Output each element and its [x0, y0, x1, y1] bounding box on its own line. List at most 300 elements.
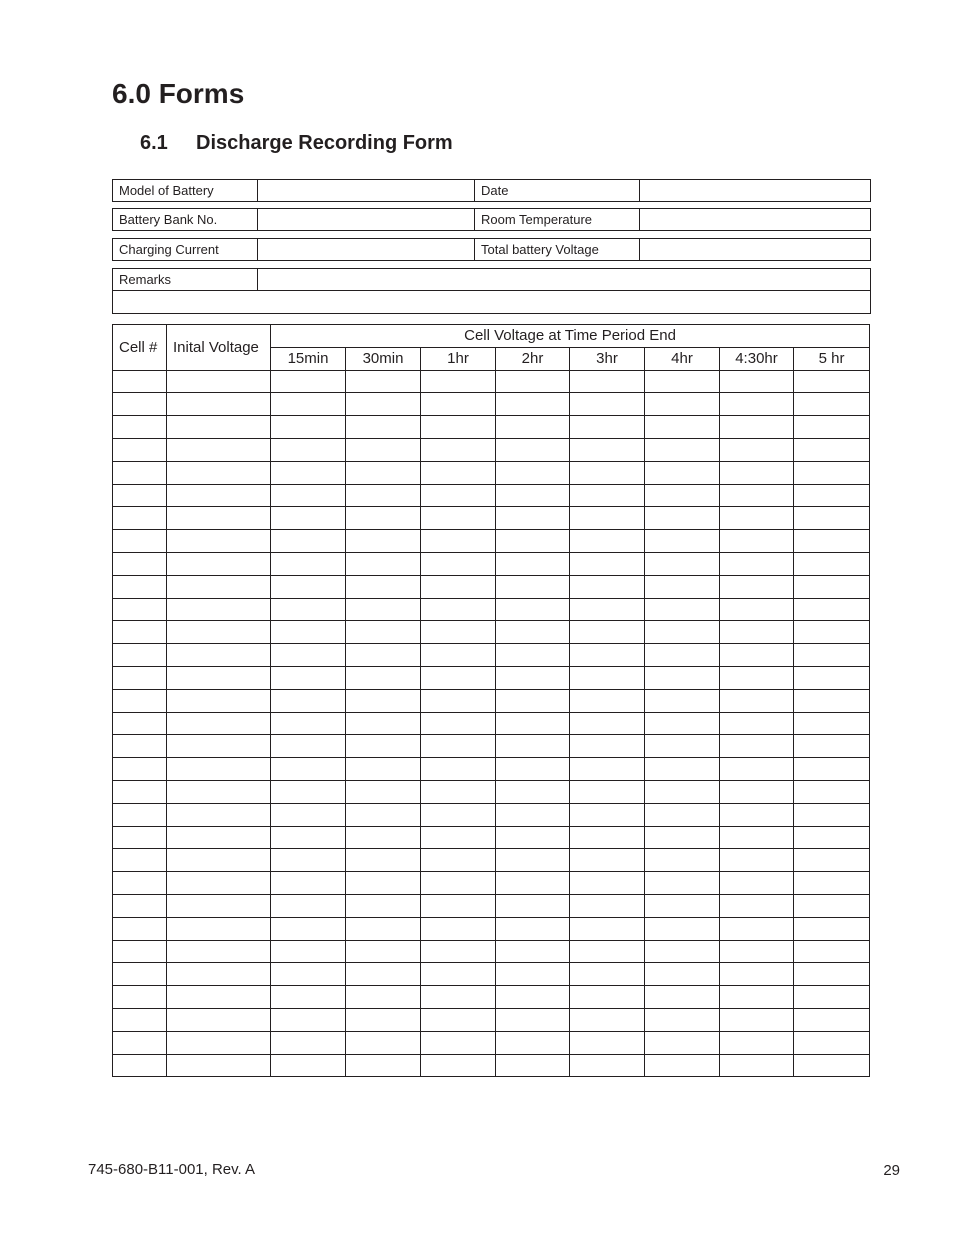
voltage-entry[interactable] [271, 507, 346, 530]
cell-number-entry[interactable] [113, 1008, 167, 1031]
voltage-entry[interactable] [421, 963, 496, 986]
room-temperature-field[interactable] [640, 209, 870, 230]
voltage-entry[interactable] [421, 803, 496, 826]
voltage-entry[interactable] [645, 644, 720, 667]
voltage-entry[interactable] [346, 849, 421, 872]
voltage-entry[interactable] [645, 963, 720, 986]
initial-voltage-entry[interactable] [167, 894, 271, 917]
voltage-entry[interactable] [720, 963, 794, 986]
voltage-entry[interactable] [271, 393, 346, 416]
voltage-entry[interactable] [645, 803, 720, 826]
voltage-entry[interactable] [720, 598, 794, 621]
voltage-entry[interactable] [720, 621, 794, 644]
voltage-entry[interactable] [271, 1054, 346, 1077]
initial-voltage-entry[interactable] [167, 735, 271, 758]
voltage-entry[interactable] [570, 940, 645, 963]
voltage-entry[interactable] [421, 986, 496, 1009]
voltage-entry[interactable] [645, 393, 720, 416]
initial-voltage-entry[interactable] [167, 986, 271, 1009]
voltage-entry[interactable] [496, 438, 570, 461]
voltage-entry[interactable] [421, 507, 496, 530]
voltage-entry[interactable] [570, 438, 645, 461]
voltage-entry[interactable] [794, 986, 870, 1009]
voltage-entry[interactable] [570, 986, 645, 1009]
initial-voltage-entry[interactable] [167, 780, 271, 803]
voltage-entry[interactable] [496, 689, 570, 712]
voltage-entry[interactable] [794, 530, 870, 553]
voltage-entry[interactable] [271, 780, 346, 803]
voltage-entry[interactable] [496, 849, 570, 872]
voltage-entry[interactable] [496, 986, 570, 1009]
voltage-entry[interactable] [794, 689, 870, 712]
voltage-entry[interactable] [570, 393, 645, 416]
voltage-entry[interactable] [421, 552, 496, 575]
voltage-entry[interactable] [570, 1054, 645, 1077]
voltage-entry[interactable] [794, 393, 870, 416]
voltage-entry[interactable] [645, 507, 720, 530]
remarks-field-top[interactable] [258, 269, 870, 290]
voltage-entry[interactable] [720, 986, 794, 1009]
voltage-entry[interactable] [271, 416, 346, 439]
initial-voltage-entry[interactable] [167, 461, 271, 484]
voltage-entry[interactable] [496, 826, 570, 849]
voltage-entry[interactable] [271, 575, 346, 598]
voltage-entry[interactable] [570, 370, 645, 393]
voltage-entry[interactable] [421, 1054, 496, 1077]
initial-voltage-entry[interactable] [167, 758, 271, 781]
voltage-entry[interactable] [720, 712, 794, 735]
voltage-entry[interactable] [794, 849, 870, 872]
voltage-entry[interactable] [271, 917, 346, 940]
voltage-entry[interactable] [720, 1031, 794, 1054]
voltage-entry[interactable] [794, 894, 870, 917]
voltage-entry[interactable] [346, 735, 421, 758]
voltage-entry[interactable] [570, 872, 645, 895]
voltage-entry[interactable] [496, 780, 570, 803]
voltage-entry[interactable] [271, 963, 346, 986]
initial-voltage-entry[interactable] [167, 552, 271, 575]
voltage-entry[interactable] [421, 393, 496, 416]
voltage-entry[interactable] [271, 370, 346, 393]
initial-voltage-entry[interactable] [167, 416, 271, 439]
voltage-entry[interactable] [570, 552, 645, 575]
voltage-entry[interactable] [570, 758, 645, 781]
voltage-entry[interactable] [496, 712, 570, 735]
initial-voltage-entry[interactable] [167, 826, 271, 849]
voltage-entry[interactable] [421, 826, 496, 849]
voltage-entry[interactable] [794, 621, 870, 644]
voltage-entry[interactable] [271, 803, 346, 826]
voltage-entry[interactable] [421, 735, 496, 758]
voltage-entry[interactable] [346, 438, 421, 461]
voltage-entry[interactable] [794, 461, 870, 484]
voltage-entry[interactable] [570, 530, 645, 553]
cell-number-entry[interactable] [113, 393, 167, 416]
voltage-entry[interactable] [271, 598, 346, 621]
initial-voltage-entry[interactable] [167, 849, 271, 872]
voltage-entry[interactable] [720, 484, 794, 507]
voltage-entry[interactable] [271, 986, 346, 1009]
voltage-entry[interactable] [794, 598, 870, 621]
voltage-entry[interactable] [570, 712, 645, 735]
voltage-entry[interactable] [271, 644, 346, 667]
voltage-entry[interactable] [346, 963, 421, 986]
initial-voltage-entry[interactable] [167, 1031, 271, 1054]
voltage-entry[interactable] [720, 1054, 794, 1077]
voltage-entry[interactable] [271, 689, 346, 712]
voltage-entry[interactable] [346, 917, 421, 940]
voltage-entry[interactable] [645, 666, 720, 689]
voltage-entry[interactable] [346, 826, 421, 849]
voltage-entry[interactable] [720, 780, 794, 803]
cell-number-entry[interactable] [113, 507, 167, 530]
initial-voltage-entry[interactable] [167, 803, 271, 826]
voltage-entry[interactable] [720, 666, 794, 689]
voltage-entry[interactable] [794, 758, 870, 781]
voltage-entry[interactable] [570, 963, 645, 986]
voltage-entry[interactable] [720, 894, 794, 917]
cell-number-entry[interactable] [113, 484, 167, 507]
cell-number-entry[interactable] [113, 1031, 167, 1054]
voltage-entry[interactable] [645, 438, 720, 461]
voltage-entry[interactable] [271, 1031, 346, 1054]
voltage-entry[interactable] [645, 598, 720, 621]
cell-number-entry[interactable] [113, 803, 167, 826]
voltage-entry[interactable] [346, 1031, 421, 1054]
voltage-entry[interactable] [645, 1031, 720, 1054]
voltage-entry[interactable] [496, 666, 570, 689]
voltage-entry[interactable] [720, 1008, 794, 1031]
voltage-entry[interactable] [794, 712, 870, 735]
voltage-entry[interactable] [645, 917, 720, 940]
voltage-entry[interactable] [720, 461, 794, 484]
voltage-entry[interactable] [570, 575, 645, 598]
voltage-entry[interactable] [570, 461, 645, 484]
voltage-entry[interactable] [346, 780, 421, 803]
voltage-entry[interactable] [645, 552, 720, 575]
voltage-entry[interactable] [421, 712, 496, 735]
cell-number-entry[interactable] [113, 689, 167, 712]
voltage-entry[interactable] [271, 621, 346, 644]
cell-number-entry[interactable] [113, 894, 167, 917]
cell-number-entry[interactable] [113, 826, 167, 849]
bank-field[interactable] [258, 209, 475, 230]
initial-voltage-entry[interactable] [167, 370, 271, 393]
voltage-entry[interactable] [421, 780, 496, 803]
cell-number-entry[interactable] [113, 758, 167, 781]
voltage-entry[interactable] [496, 484, 570, 507]
initial-voltage-entry[interactable] [167, 484, 271, 507]
voltage-entry[interactable] [346, 872, 421, 895]
voltage-entry[interactable] [570, 780, 645, 803]
voltage-entry[interactable] [645, 1008, 720, 1031]
voltage-entry[interactable] [794, 575, 870, 598]
voltage-entry[interactable] [271, 666, 346, 689]
voltage-entry[interactable] [570, 689, 645, 712]
voltage-entry[interactable] [346, 986, 421, 1009]
voltage-entry[interactable] [421, 461, 496, 484]
voltage-entry[interactable] [421, 917, 496, 940]
cell-number-entry[interactable] [113, 1054, 167, 1077]
cell-number-entry[interactable] [113, 598, 167, 621]
initial-voltage-entry[interactable] [167, 917, 271, 940]
cell-number-entry[interactable] [113, 530, 167, 553]
voltage-entry[interactable] [570, 644, 645, 667]
voltage-entry[interactable] [570, 803, 645, 826]
voltage-entry[interactable] [421, 530, 496, 553]
voltage-entry[interactable] [720, 416, 794, 439]
voltage-entry[interactable] [271, 461, 346, 484]
cell-number-entry[interactable] [113, 986, 167, 1009]
voltage-entry[interactable] [496, 735, 570, 758]
voltage-entry[interactable] [421, 872, 496, 895]
voltage-entry[interactable] [645, 530, 720, 553]
voltage-entry[interactable] [794, 872, 870, 895]
voltage-entry[interactable] [570, 1008, 645, 1031]
cell-number-entry[interactable] [113, 917, 167, 940]
voltage-entry[interactable] [271, 1008, 346, 1031]
voltage-entry[interactable] [496, 575, 570, 598]
cell-number-entry[interactable] [113, 940, 167, 963]
voltage-entry[interactable] [271, 735, 346, 758]
voltage-entry[interactable] [645, 689, 720, 712]
voltage-entry[interactable] [496, 552, 570, 575]
initial-voltage-entry[interactable] [167, 940, 271, 963]
voltage-entry[interactable] [794, 438, 870, 461]
voltage-entry[interactable] [421, 666, 496, 689]
voltage-entry[interactable] [645, 780, 720, 803]
cell-number-entry[interactable] [113, 849, 167, 872]
voltage-entry[interactable] [720, 644, 794, 667]
voltage-entry[interactable] [645, 416, 720, 439]
voltage-entry[interactable] [346, 644, 421, 667]
date-field[interactable] [640, 180, 870, 201]
voltage-entry[interactable] [496, 1031, 570, 1054]
voltage-entry[interactable] [645, 575, 720, 598]
voltage-entry[interactable] [421, 1008, 496, 1031]
voltage-entry[interactable] [496, 598, 570, 621]
initial-voltage-entry[interactable] [167, 1008, 271, 1031]
voltage-entry[interactable] [794, 666, 870, 689]
voltage-entry[interactable] [720, 552, 794, 575]
voltage-entry[interactable] [496, 917, 570, 940]
voltage-entry[interactable] [794, 803, 870, 826]
voltage-entry[interactable] [271, 530, 346, 553]
voltage-entry[interactable] [645, 826, 720, 849]
initial-voltage-entry[interactable] [167, 598, 271, 621]
cell-number-entry[interactable] [113, 575, 167, 598]
voltage-entry[interactable] [496, 758, 570, 781]
voltage-entry[interactable] [570, 484, 645, 507]
initial-voltage-entry[interactable] [167, 712, 271, 735]
voltage-entry[interactable] [570, 1031, 645, 1054]
voltage-entry[interactable] [421, 416, 496, 439]
charging-current-field[interactable] [258, 239, 475, 260]
cell-number-entry[interactable] [113, 621, 167, 644]
voltage-entry[interactable] [271, 552, 346, 575]
voltage-entry[interactable] [570, 735, 645, 758]
cell-number-entry[interactable] [113, 872, 167, 895]
voltage-entry[interactable] [421, 940, 496, 963]
voltage-entry[interactable] [570, 849, 645, 872]
voltage-entry[interactable] [421, 644, 496, 667]
voltage-entry[interactable] [794, 963, 870, 986]
voltage-entry[interactable] [346, 621, 421, 644]
voltage-entry[interactable] [271, 872, 346, 895]
voltage-entry[interactable] [720, 940, 794, 963]
voltage-entry[interactable] [645, 986, 720, 1009]
voltage-entry[interactable] [496, 461, 570, 484]
voltage-entry[interactable] [271, 940, 346, 963]
voltage-entry[interactable] [720, 803, 794, 826]
initial-voltage-entry[interactable] [167, 530, 271, 553]
voltage-entry[interactable] [645, 849, 720, 872]
voltage-entry[interactable] [496, 644, 570, 667]
voltage-entry[interactable] [346, 416, 421, 439]
voltage-entry[interactable] [271, 894, 346, 917]
voltage-entry[interactable] [720, 689, 794, 712]
voltage-entry[interactable] [720, 917, 794, 940]
voltage-entry[interactable] [496, 940, 570, 963]
voltage-entry[interactable] [720, 575, 794, 598]
voltage-entry[interactable] [570, 507, 645, 530]
voltage-entry[interactable] [421, 689, 496, 712]
cell-number-entry[interactable] [113, 461, 167, 484]
voltage-entry[interactable] [496, 894, 570, 917]
voltage-entry[interactable] [346, 507, 421, 530]
voltage-entry[interactable] [794, 917, 870, 940]
total-voltage-field[interactable] [640, 239, 870, 260]
voltage-entry[interactable] [720, 438, 794, 461]
voltage-entry[interactable] [271, 826, 346, 849]
initial-voltage-entry[interactable] [167, 621, 271, 644]
voltage-entry[interactable] [421, 370, 496, 393]
voltage-entry[interactable] [570, 598, 645, 621]
voltage-entry[interactable] [720, 393, 794, 416]
voltage-entry[interactable] [720, 872, 794, 895]
cell-number-entry[interactable] [113, 712, 167, 735]
voltage-entry[interactable] [346, 712, 421, 735]
initial-voltage-entry[interactable] [167, 1054, 271, 1077]
voltage-entry[interactable] [645, 940, 720, 963]
voltage-entry[interactable] [496, 872, 570, 895]
voltage-entry[interactable] [346, 461, 421, 484]
voltage-entry[interactable] [720, 826, 794, 849]
voltage-entry[interactable] [496, 507, 570, 530]
cell-number-entry[interactable] [113, 416, 167, 439]
voltage-entry[interactable] [346, 598, 421, 621]
cell-number-entry[interactable] [113, 552, 167, 575]
voltage-entry[interactable] [570, 666, 645, 689]
voltage-entry[interactable] [794, 552, 870, 575]
voltage-entry[interactable] [346, 530, 421, 553]
voltage-entry[interactable] [346, 575, 421, 598]
cell-number-entry[interactable] [113, 644, 167, 667]
voltage-entry[interactable] [570, 894, 645, 917]
cell-number-entry[interactable] [113, 666, 167, 689]
cell-number-entry[interactable] [113, 735, 167, 758]
voltage-entry[interactable] [720, 849, 794, 872]
voltage-entry[interactable] [645, 735, 720, 758]
voltage-entry[interactable] [346, 1008, 421, 1031]
voltage-entry[interactable] [645, 461, 720, 484]
voltage-entry[interactable] [496, 416, 570, 439]
voltage-entry[interactable] [421, 849, 496, 872]
voltage-entry[interactable] [271, 758, 346, 781]
initial-voltage-entry[interactable] [167, 575, 271, 598]
voltage-entry[interactable] [346, 552, 421, 575]
voltage-entry[interactable] [645, 712, 720, 735]
voltage-entry[interactable] [570, 826, 645, 849]
initial-voltage-entry[interactable] [167, 872, 271, 895]
initial-voltage-entry[interactable] [167, 507, 271, 530]
voltage-entry[interactable] [720, 758, 794, 781]
voltage-entry[interactable] [720, 530, 794, 553]
voltage-entry[interactable] [570, 917, 645, 940]
voltage-entry[interactable] [794, 644, 870, 667]
voltage-entry[interactable] [645, 872, 720, 895]
voltage-entry[interactable] [720, 507, 794, 530]
voltage-entry[interactable] [346, 758, 421, 781]
voltage-entry[interactable] [794, 416, 870, 439]
voltage-entry[interactable] [346, 1054, 421, 1077]
voltage-entry[interactable] [645, 370, 720, 393]
voltage-entry[interactable] [346, 803, 421, 826]
voltage-entry[interactable] [271, 849, 346, 872]
voltage-entry[interactable] [794, 826, 870, 849]
voltage-entry[interactable] [794, 1054, 870, 1077]
cell-number-entry[interactable] [113, 438, 167, 461]
voltage-entry[interactable] [496, 621, 570, 644]
voltage-entry[interactable] [496, 1054, 570, 1077]
voltage-entry[interactable] [346, 370, 421, 393]
voltage-entry[interactable] [496, 393, 570, 416]
voltage-entry[interactable] [346, 484, 421, 507]
initial-voltage-entry[interactable] [167, 963, 271, 986]
voltage-entry[interactable] [346, 666, 421, 689]
cell-number-entry[interactable] [113, 963, 167, 986]
cell-number-entry[interactable] [113, 780, 167, 803]
voltage-entry[interactable] [570, 416, 645, 439]
voltage-entry[interactable] [421, 1031, 496, 1054]
voltage-entry[interactable] [421, 575, 496, 598]
cell-number-entry[interactable] [113, 370, 167, 393]
voltage-entry[interactable] [421, 598, 496, 621]
voltage-entry[interactable] [271, 484, 346, 507]
voltage-entry[interactable] [271, 712, 346, 735]
voltage-entry[interactable] [421, 484, 496, 507]
initial-voltage-entry[interactable] [167, 644, 271, 667]
voltage-entry[interactable] [794, 1031, 870, 1054]
voltage-entry[interactable] [271, 438, 346, 461]
voltage-entry[interactable] [794, 735, 870, 758]
voltage-entry[interactable] [645, 894, 720, 917]
voltage-entry[interactable] [421, 894, 496, 917]
voltage-entry[interactable] [346, 940, 421, 963]
initial-voltage-entry[interactable] [167, 393, 271, 416]
voltage-entry[interactable] [645, 621, 720, 644]
initial-voltage-entry[interactable] [167, 438, 271, 461]
voltage-entry[interactable] [794, 370, 870, 393]
voltage-entry[interactable] [794, 484, 870, 507]
voltage-entry[interactable] [421, 438, 496, 461]
voltage-entry[interactable] [570, 621, 645, 644]
voltage-entry[interactable] [496, 1008, 570, 1031]
initial-voltage-entry[interactable] [167, 666, 271, 689]
voltage-entry[interactable] [346, 894, 421, 917]
voltage-entry[interactable] [645, 758, 720, 781]
voltage-entry[interactable] [720, 735, 794, 758]
